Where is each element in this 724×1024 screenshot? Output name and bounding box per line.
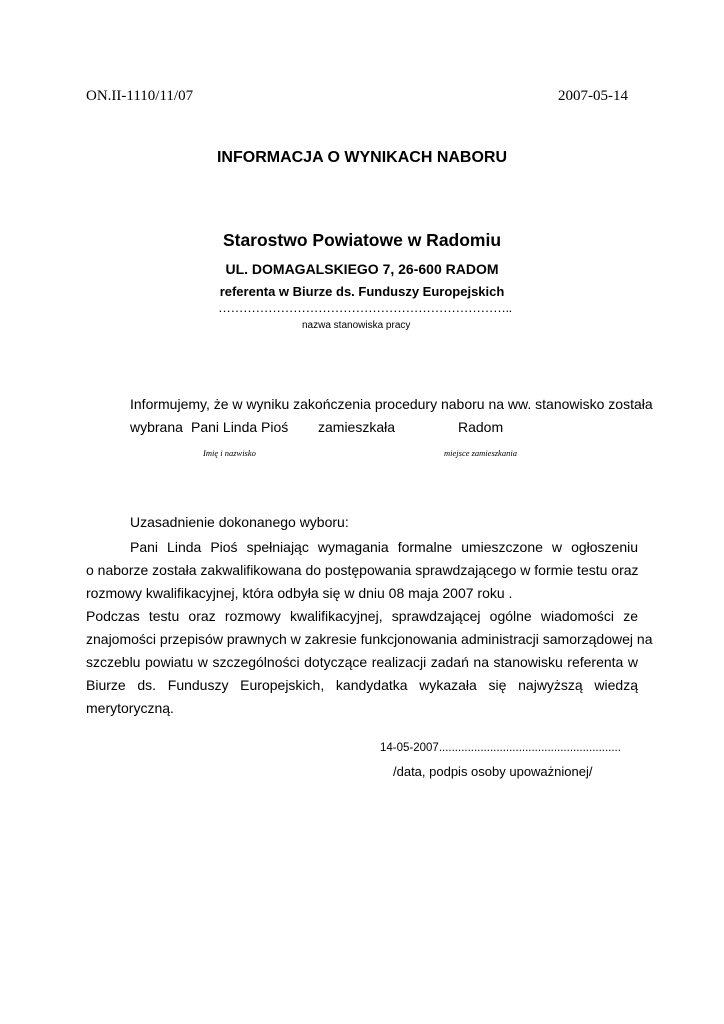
justification-line: Pani Linda Pioś spełniając wymagania formalne umieszczone w ogłoszeniu: [130, 539, 638, 555]
position-name: referenta w Biurze ds. Funduszy Europejskich: [219, 284, 505, 299]
justification-line: Biurze ds. Funduszy Europejskich, kandydatka wykazała się najwyższą wiedzą: [86, 677, 638, 693]
document-date: 2007-05-14: [558, 88, 628, 104]
institution-name: Starostwo Powiatowe w Radomiu: [222, 230, 502, 250]
place-caption: miejsce zamieszkania: [444, 448, 517, 458]
selected-label: wybrana: [130, 419, 183, 435]
justification-heading: Uzasadnienie dokonanego wyboru:: [130, 514, 349, 530]
info-sentence: Informujemy, że w wyniku zakończenia procedury naboru na ww. stanowisko została: [130, 396, 653, 412]
institution-address: UL. DOMAGALSKIEGO 7, 26-600 RADOM: [225, 261, 499, 277]
justification-line: merytoryczną.: [86, 700, 174, 716]
place-of-residence: Radom: [458, 419, 504, 435]
resident-label: zamieszkała: [318, 419, 396, 435]
selected-candidate-name: Pani Linda Pioś: [191, 419, 289, 435]
position-caption: nazwa stanowiska pracy: [302, 320, 411, 331]
document-reference-number: ON.II-1110/11/07: [86, 88, 194, 104]
justification-line: o naborze została zakwalifikowana do postępowania sprawdzającego w formie testu oraz: [86, 562, 639, 578]
name-caption: Imię i nazwisko: [203, 448, 256, 458]
document-title: INFORMACJA O WYNIKACH NABORU: [216, 149, 508, 166]
justification-line: znajomości przepisów prawnych w zakresie funkcjonowania administracji samorządowej na: [86, 631, 653, 647]
justification-line: szczeblu powiatu w szczególności dotyczące realizacji zadań na stanowisku referenta w: [86, 654, 638, 670]
position-dotted-line: ……………………………………………………………..: [218, 300, 512, 315]
signature-date-line: 14-05-2007.........................................................: [380, 742, 621, 754]
justification-line: rozmowy kwalifikacyjnej, która odbyła się w dniu 08 maja 2007 roku .: [86, 585, 513, 601]
signature-caption: /data, podpis osoby upoważnionej/: [393, 764, 593, 779]
justification-line: Podczas testu oraz rozmowy kwalifikacyjnej, sprawdzającej ogólne wiadomości ze: [86, 608, 638, 624]
